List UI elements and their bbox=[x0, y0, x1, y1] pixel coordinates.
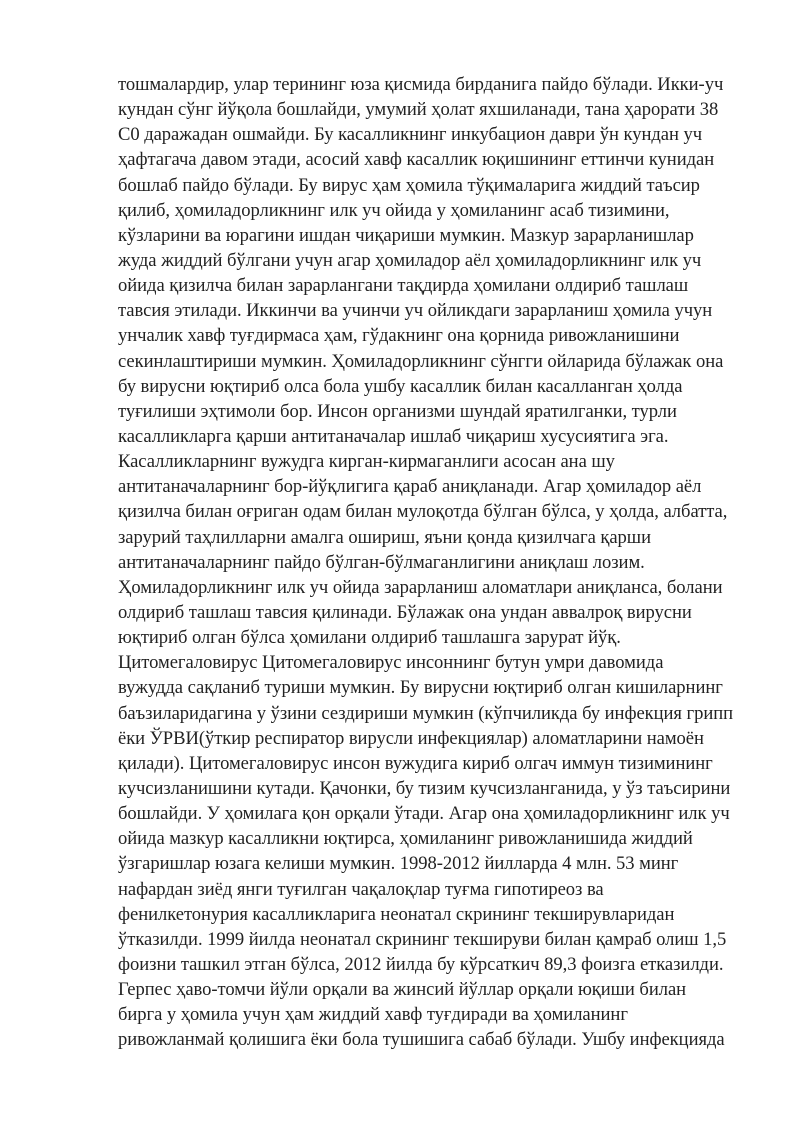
text-line-9: ойида қизилча билан зарарлангани тақдирда ҳомилани олдириб ташлаш bbox=[118, 275, 689, 297]
text-line-29: кучсизланишини кутади. Қачонки, бу тизим кучсизланганида, у ўз таъсирини bbox=[118, 777, 731, 799]
text-line-13: бу вирусни юқтириб олса бола ушбу касаллик билан касалланган ҳолда bbox=[118, 375, 683, 397]
text-line-26: баъзиларидагина у ўзини сездириши мумкин (кўпчиликда бу инфекция грипп bbox=[118, 702, 734, 724]
text-line-25: вужудда сақланиб туриши мумкин. Бу вирусни юқтириб олган кишиларнинг bbox=[118, 677, 723, 699]
text-line-36: фоизни ташкил этган бўлса, 2012 йилда бу кўрсаткич 89,3 фоизга етказилди. bbox=[118, 953, 724, 975]
text-line-21: Ҳомиладорликнинг илк уч ойида зарарланиш аломатлари аниқланса, болани bbox=[118, 576, 723, 598]
body-text bbox=[118, 72, 758, 1052]
text-line-27: ёки ЎРВИ(ўткир респиратор вирусли инфекциялар) аломатларини намоён bbox=[118, 727, 704, 749]
text-line-38: бирга у ҳомила учун ҳам жиддий хавф туғдиради ва ҳомиланинг bbox=[118, 1004, 628, 1026]
text-line-11: унчалик хавф туғдирмаса ҳам, гўдакнинг она қорнида ривожланишини bbox=[118, 325, 680, 347]
text-line-30: бошлайди. У ҳомилага қон орқали ўтади. Агар она ҳомиладорликнинг илк уч bbox=[118, 803, 730, 825]
text-line-1: тошмалардир, улар терининг юза қисмида бирданига пайдо бўлади. Икки-уч bbox=[118, 74, 724, 95]
text-line-17: антитаначаларнинг бор-йўқлигига қараб аниқланади. Агар ҳомиладор аёл bbox=[118, 476, 702, 498]
text-line-24: Цитомегаловирус Цитомегаловирус инсоннинг бутун умри давомида bbox=[118, 652, 664, 674]
text-line-2: кундан сўнг йўқола бошлайди, умумий ҳолат яхшиланади, тана ҳарорати 38 bbox=[118, 99, 719, 121]
text-line-20: антитаначаларнинг пайдо бўлган-бўлмаганлигини аниқлаш лозим. bbox=[118, 551, 645, 573]
text-line-5: бошлаб пайдо бўлади. Бу вирус ҳам ҳомила тўқималарига жиддий таъсир bbox=[118, 174, 700, 196]
text-line-35: ўтказилди. 1999 йилда неонатал скрининг текшируви билан қамраб олиш 1,5 bbox=[118, 928, 727, 950]
text-line-33: нафардан зиёд янги туғилган чақалоқлар туғма гипотиреоз ва bbox=[118, 878, 604, 900]
text-line-23: юқтириб олган бўлса ҳомилани олдириб ташлашга зарурат йўқ. bbox=[118, 627, 621, 649]
text-line-31: ойида мазкур касалликни юқтирса, ҳомиланинг ривожланишида жиддий bbox=[118, 828, 693, 850]
text-line-8: жуда жиддий бўлгани учун агар ҳомиладор аёл ҳомиладорликнинг илк уч bbox=[118, 249, 702, 271]
text-line-39: ривожланмай қолишига ёки бола тушишига сабаб бўлади. Ушбу инфекцияда bbox=[118, 1029, 725, 1051]
text-line-34: фенилкетонурия касалликларига неонатал скрининг текширувларидан bbox=[118, 903, 675, 925]
text-line-37: Герпес ҳаво-томчи йўли орқали ва жинсий йўллар орқали юқиши билан bbox=[118, 979, 687, 1001]
text-line-6: қилиб, ҳомиладорликнинг илк уч ойида у ҳомиланинг асаб тизимини, bbox=[118, 199, 670, 221]
text-line-28: қилади). Цитомегаловирус инсон вужудига кириб олгач иммун тизимининг bbox=[118, 752, 713, 774]
text-line-22: олдириб ташлаш тавсия қилинади. Бўлажак она ундан аввалроқ вирусни bbox=[118, 601, 692, 623]
text-line-19: зарурий таҳлилларни амалга ошириш, яъни қонда қизилчага қарши bbox=[118, 526, 651, 548]
text-line-18: қизилча билан оғриган одам билан мулоқотда бўлган бўлса, у ҳолда, албатта, bbox=[118, 501, 728, 523]
text-line-7: кўзларини ва юрагини ишдан чиқариши мумкин. Мазкур зарарланишлар bbox=[118, 224, 694, 246]
text-line-10: тавсия этилади. Иккинчи ва учинчи уч ойликдаги зарарланиш ҳомила учун bbox=[118, 300, 713, 322]
text-line-12: секинлаштириши мумкин. Ҳомиладорликнинг сўнгги ойларида бўлажак она bbox=[118, 350, 724, 372]
text-line-16: Касалликларнинг вужудга кирган-кирмаганлиги асосан ана шу bbox=[118, 451, 615, 473]
text-line-14: туғилиши эҳтимоли бор. Инсон организми шундай яратилганки, турли bbox=[118, 400, 677, 422]
text-line-32: ўзгаришлар юзага келиши мумкин. 1998-2012 йилларда 4 млн. 53 минг bbox=[118, 853, 679, 875]
text-line-3: C0 даражадан ошмайди. Бу касалликнинг инкубацион даври ўн кундан уч bbox=[118, 124, 703, 146]
text-line-4: ҳафтагача давом этади, асосий хавф касаллик юқишининг еттинчи кунидан bbox=[118, 149, 715, 171]
text-line-15: касалликларга қарши антитаначалар ишлаб чиқариш хусусиятига эга. bbox=[118, 425, 669, 447]
